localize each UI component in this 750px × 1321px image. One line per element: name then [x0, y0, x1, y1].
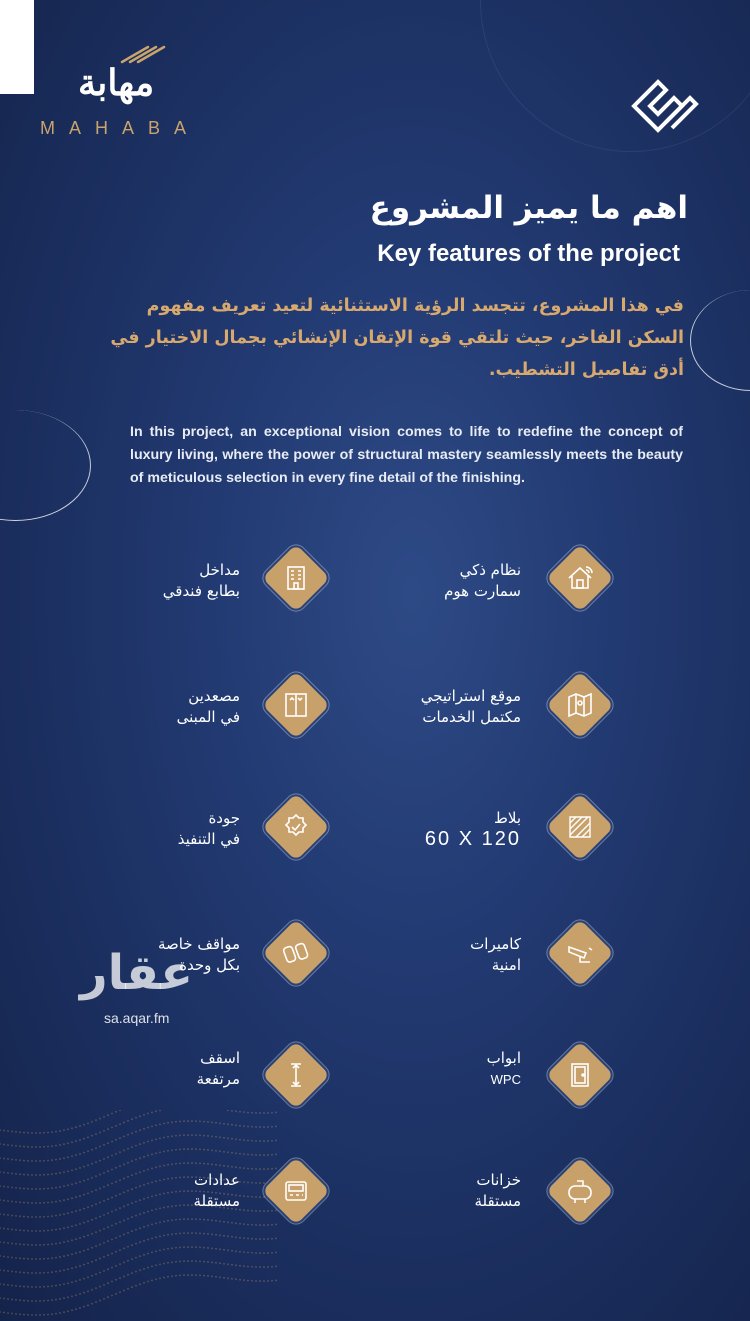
- watermark-arabic: عقار: [80, 945, 193, 1001]
- feature-quality: جودة في التنفيذ: [177, 809, 240, 848]
- decorative-arc: [690, 290, 750, 391]
- feature-doors: ابواب WPC: [486, 1049, 521, 1087]
- developer-emblem-icon: [628, 76, 700, 136]
- door-icon: [549, 1044, 611, 1106]
- decorative-arc: [480, 0, 750, 152]
- side-tab: [0, 0, 34, 94]
- dot-pattern: [0, 1110, 280, 1321]
- meter-icon: [265, 1160, 327, 1222]
- feature-meters: عدادات مستقلة: [193, 1171, 240, 1210]
- map-icon: [549, 674, 611, 736]
- security-camera-icon: [549, 922, 611, 984]
- tiles-icon: [549, 796, 611, 858]
- parking-icon: [265, 922, 327, 984]
- feature-elevators: مصعدين في المبنى: [176, 687, 240, 726]
- feature-smart-home: نظام ذكي سمارت هوم: [444, 561, 521, 600]
- building-icon: [265, 547, 327, 609]
- logo-arabic: مهابة: [78, 62, 155, 104]
- intro-arabic: في هذا المشروع، تتجسد الرؤية الاستثنائية لتعيد تعريف مفهوم السكن الفاخر، حيث تلتقي قوة الإتقان الإنشائي بجمال الاختيار في أدق تفاصيل التشطيب.: [110, 296, 684, 380]
- feature-cameras: كاميرات امنية: [470, 935, 521, 974]
- feature-hotel-entrances: مداخل بطابع فندقي: [162, 561, 240, 600]
- water-tank-icon: [549, 1160, 611, 1222]
- ceiling-height-icon: [265, 1044, 327, 1106]
- feature-strategic-location: موقع استراتيجي مكتمل الخدمات: [420, 687, 521, 726]
- feature-tanks: خزانات مستقلة: [474, 1171, 521, 1210]
- heading-english: Key features of the project: [377, 240, 680, 267]
- heading-arabic: اهم ما يميز المشروع: [369, 190, 688, 226]
- intro-english: In this project, an exceptional vision comes to life to redefine the concept of luxury living, where the power of structural mastery seamlessly meets the beauty of meticulous selection in every fine detail of the finishing.: [130, 424, 683, 486]
- logo-english: MAHABA: [40, 118, 201, 138]
- decorative-arc: [0, 410, 91, 521]
- feature-tiles: بلاط 60 X 120: [424, 809, 521, 850]
- watermark-url: sa.aqar.fm: [104, 1010, 170, 1026]
- elevator-icon: [265, 674, 327, 736]
- quality-badge-icon: [265, 796, 327, 858]
- feature-ceilings: اسقف مرتفعة: [196, 1049, 240, 1088]
- feature-parking: مواقف خاصة بكل وحدة: [157, 935, 240, 974]
- logo-stripes-icon: [118, 44, 168, 64]
- smart-home-icon: [549, 547, 611, 609]
